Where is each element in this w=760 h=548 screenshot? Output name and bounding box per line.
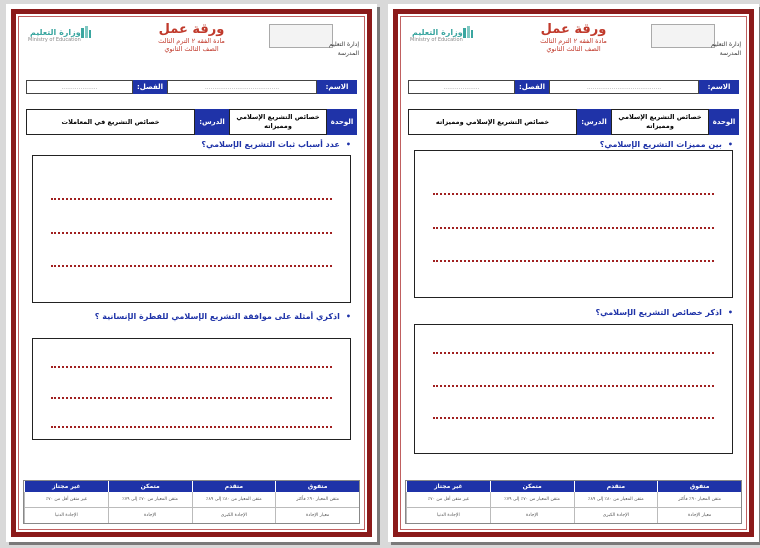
header [20,18,363,80]
class-input[interactable]: ................... [408,80,515,94]
legend-cell: متقن المعيار من ٨٠٪ إلى ٨٩٪ [192,492,276,507]
name-bar [26,80,357,94]
legend-head: غير مجتاز [24,481,108,492]
page-title: ورقة عمل [158,22,225,37]
legend-cell: غير متقن أقل من ٧٠٪ [406,492,490,507]
title-block [116,22,267,53]
class-label: الفصل: [133,80,167,94]
page-border [11,9,372,537]
answer-box-1[interactable] [32,155,351,303]
moe-logo-en: Ministry of Education [28,37,81,43]
question-1-text: بين مميزات التشريع الإسلامي؟ [599,140,722,149]
moe-logo [28,28,81,43]
legend-head: متفوق [657,481,741,492]
legend-cell: متقن المعيار ٩٠٪ فأكثر [657,492,741,507]
legend-cell: الإجادة [490,508,574,523]
grading-legend [23,480,360,524]
page-border [393,9,754,537]
admin-info [329,40,359,58]
legend-head: غير مجتاز [406,481,490,492]
legend-head: متقدم [192,481,276,492]
answer-line[interactable] [433,227,714,229]
legend-cell: الإجادة الدنيا [24,508,108,523]
school-line: المدرسة [337,50,359,57]
name-input[interactable]: ....................................... [167,80,317,94]
answer-line[interactable] [51,366,332,368]
unit-label: الوحدة [327,109,357,135]
answer-line[interactable] [433,260,714,262]
legend-cell: معيار الإجادة [657,508,741,523]
grade-line: الصف الثالث الثانوي [164,45,219,53]
admin-line: إدارة التعليم [329,41,359,48]
answer-line[interactable] [51,426,332,428]
question-2-text: اذكري أمثلة على موافقة التشريع الإسلامي للفطرة الإنسانية ؟ [94,312,340,321]
answer-line[interactable] [433,352,714,354]
header [402,18,745,80]
question-2: •اذكري أمثلة على موافقة التشريع الإسلامي للفطرة الإنسانية ؟ [94,312,351,321]
legend-cell: متقن المعيار ٩٠٪ فأكثر [275,492,359,507]
legend-head: متمكن [490,481,574,492]
kingdom-logo [651,24,715,48]
answer-box-2[interactable] [32,338,351,440]
name-input[interactable]: ....................................... [549,80,699,94]
question-2: •اذكر خصائص التشريع الإسلامي؟ [595,308,733,317]
moe-logo-text: وزارة التعليم [29,28,81,37]
answer-line[interactable] [51,232,332,234]
unit-bar [408,109,739,135]
kingdom-logo [269,24,333,48]
grading-legend [405,480,742,524]
school-line: المدرسة [719,50,741,57]
legend-head: متمكن [108,481,192,492]
moe-logo-text: وزارة التعليم [411,28,463,37]
legend-cell: الإجادة الكبرى [574,508,658,523]
moe-emblem-icon [462,26,474,40]
legend-head: متفوق [275,481,359,492]
question-1-text: عدد أسباب ثبات التشريع الإسلامي؟ [201,140,340,149]
legend-cell: الإجادة الكبرى [192,508,276,523]
class-label: الفصل: [515,80,549,94]
answer-line[interactable] [433,193,714,195]
answer-line[interactable] [433,417,714,419]
moe-logo-en: Ministry of Education [410,37,463,43]
answer-box-2[interactable] [414,324,733,454]
name-label: الاسم: [317,80,357,94]
legend-head: متقدم [574,481,658,492]
page-title: ورقة عمل [540,22,607,37]
subject-line: مادة الفقه ٢ الترم الثالث [158,37,225,45]
subject-line: مادة الفقه ٢ الترم الثالث [540,37,607,45]
lesson-value: خصائص التشريع في المعاملات [26,109,195,135]
answer-line[interactable] [433,385,714,387]
unit-value: خصائص التشريع الإسلامي ومميزاته [611,109,709,135]
admin-line: إدارة التعليم [711,41,741,48]
answer-box-1[interactable] [414,150,733,298]
unit-label: الوحدة [709,109,739,135]
legend-cell: الإجادة [108,508,192,523]
answer-line[interactable] [51,397,332,399]
legend-cell: معيار الإجادة [275,508,359,523]
worksheet-left [6,4,377,542]
grade-line: الصف الثالث الثانوي [546,45,601,53]
legend-cell: متقن المعيار من ٧٠٪ إلى ٧٩٪ [108,492,192,507]
unit-value: خصائص التشريع الإسلامي ومميزاته [229,109,327,135]
legend-cell: متقن المعيار من ٧٠٪ إلى ٧٩٪ [490,492,574,507]
name-bar [408,80,739,94]
lesson-label: الدرس: [577,109,611,135]
legend-cell: غير متقن أقل من ٧٠٪ [24,492,108,507]
legend-cell: متقن المعيار من ٨٠٪ إلى ٨٩٪ [574,492,658,507]
moe-logo [410,28,463,43]
admin-info [711,40,741,58]
answer-line[interactable] [51,265,332,267]
lesson-label: الدرس: [195,109,229,135]
unit-bar [26,109,357,135]
question-2-text: اذكر خصائص التشريع الإسلامي؟ [595,308,722,317]
legend-cell: الإجادة الدنيا [406,508,490,523]
name-label: الاسم: [699,80,739,94]
answer-line[interactable] [51,198,332,200]
lesson-value: خصائص التشريع الإسلامي ومميزاته [408,109,577,135]
class-input[interactable]: ................... [26,80,133,94]
question-1: •عدد أسباب ثبات التشريع الإسلامي؟ [201,140,351,149]
title-block [498,22,649,53]
moe-emblem-icon [80,26,92,40]
question-1: •بين مميزات التشريع الإسلامي؟ [599,140,733,149]
worksheet-right [388,4,759,542]
